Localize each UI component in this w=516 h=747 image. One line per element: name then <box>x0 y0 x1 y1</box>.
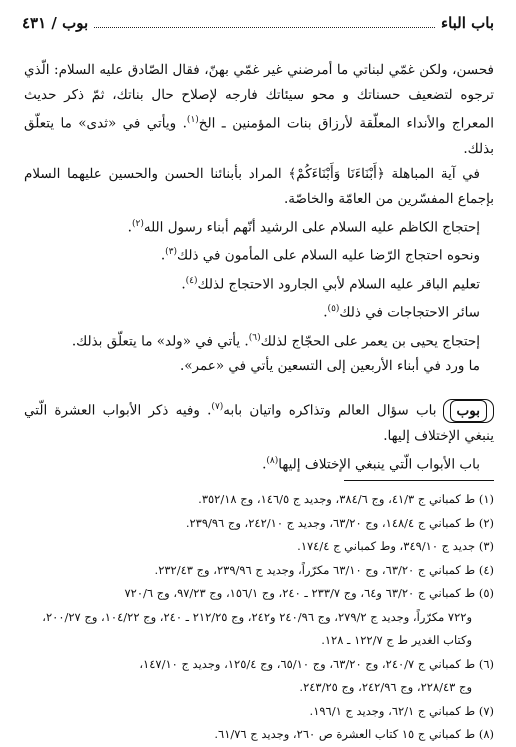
paragraph-1-text: فحسن، ولكن غمّي لبناتي ما أمرضني غير غمّي بهنّ، فقال الصّادق عليه السلام: الّذي ترجوه لتضعيف حسناتك و محو سيئاتك فارجه لإصلاح حال بناتك، ثمّ ذكر حديث المعراج والأنداء المعلّقة لأرزاق بنات المؤمنين ـ الخ <box>24 62 495 132</box>
footnote-ref-4: (٤) <box>185 275 198 286</box>
footnote-number: (٣) <box>478 539 494 553</box>
line-other-arguments: سائر الاحتجاجات في ذلك$^{(٥)}$. <box>323 304 480 321</box>
paragraph-1-tail: . ويأتي في «ثدى» ما يتعلّق بذلك. <box>24 115 494 157</box>
line-kazim-text: إحتجاج الكاظم عليه السلام على الرشيد أنّهم أبناء رسول الله <box>143 219 480 235</box>
footnote-7 <box>24 700 494 724</box>
paragraph-2: في آية المباهلة ﴿أَبْنَاءَنَا وَأَبْنَاءَكُمْ﴾ المراد بأبنائنا الحسن والحسين عليهما السلام بإجماع المفسّرين من العامّة والخاصّة. <box>24 165 494 207</box>
footnote-number: (٨) <box>478 727 494 741</box>
footnote-continuation: و٧٢٢ مكرّراً، وجديد ج ٢٧٩/٢، وج ٢٤٠/٩٦ و٢٤٢، وج ٢١٢/٢٥ ـ ٢٤٠، وج ١٠٤/٢٢، وج ٢٠٠/٢٧، وكتاب الغدير ط ج ١٢٢/٧ ـ ١٢٨. <box>42 609 472 647</box>
line-yahya-tail: . يأتي في «ولد» ما يتعلّق بذلك. <box>71 333 249 349</box>
bab-entry-badge <box>443 399 494 423</box>
footnote-text: ط كمباني ج ١٥ كتاب العشرة ص ٢٦٠، وجديد ج ٦١/٧٦. <box>214 727 476 741</box>
line-kazim: إحتجاج الكاظم عليه السلام على الرشيد أنّهم أبناء رسول الله$^{(٢)}$. <box>127 218 480 235</box>
paragraph-1 <box>24 58 494 162</box>
running-header <box>22 10 494 32</box>
header-leader-dots <box>94 27 435 28</box>
footnote-ref-5: (٥) <box>327 304 340 314</box>
footnote-number: (٦) <box>478 656 494 671</box>
bab-entry-label: بوب <box>450 400 487 422</box>
footnote-number: (٤) <box>478 562 494 577</box>
header-title: باب الباء <box>441 14 494 32</box>
footnote-8 <box>24 723 494 747</box>
footnote-separator <box>344 480 494 481</box>
bab-section-text: باب سؤال العالم وتذاكره واتيان بابه <box>223 402 437 419</box>
line-yahya <box>24 326 494 355</box>
footnote-text: ط كمباني ج ٦٢/١، وجديد ج ١٩٦/١. <box>309 703 476 718</box>
footnote-text: جديد ج ٣٤٩/١٠، وط كمباني ج ١٧٤/٤. <box>297 539 476 553</box>
line-forty-ninety: ما ورد في أبناء الأربعين إلى التسعين يأتي في «عمر». <box>179 358 480 374</box>
footnotes <box>24 488 494 747</box>
footnote-text: ط كمباني ج ٦٣/٢٠ و٦٤، وج ٢٣٣/٧ ـ ٢٤٠، وج ١٥٦/١، وج ٩٧/٢٣، وج ٧٢٠/٦ <box>124 586 476 600</box>
footnote-ref-1: (١) <box>186 115 199 125</box>
footnote-1 <box>24 488 494 512</box>
footnote-2 <box>24 512 494 536</box>
footnote-6 <box>24 653 494 700</box>
footnote-3 <box>24 535 494 559</box>
header-page-ref: بوب / ٤٣١ <box>22 14 89 32</box>
line-yahya-text: إحتجاج يحيى بن يعمر على الحجّاج لذلك <box>260 333 480 349</box>
bab-line-3-text: باب الأبواب الّتي ينبغي الإختلاف إليها <box>278 456 480 472</box>
footnote-number: (١) <box>478 492 494 506</box>
footnote-text: ط كمباني ج ٤١/٣، وج ٣٨٤/٦، وجديد ج ١٤٦/٥، وج ٣٥٢/١٨. <box>198 492 476 506</box>
footnote-4 <box>24 559 494 583</box>
line-rida-text: ونحوه احتجاج الرّضا عليه السلام على المأمون في ذلك <box>176 247 480 264</box>
footnote-continuation: وج ٢٢٨/٤٣، وج ٢٤٢/٩٦، وج ٢٤٣/٢٥. <box>299 680 472 694</box>
bab-section <box>24 395 494 449</box>
line-baqir: تعليم الباقر عليه السلام لأبي الجارود الاحتجاج لذلك$^{(٤)}$. <box>181 275 480 292</box>
line-other-arguments-text: سائر الاحتجاجات في ذلك <box>339 304 480 321</box>
footnote-ref-2: (٢) <box>131 218 144 229</box>
footnote-text: ط كمباني ج ٢٤٠/٧، وج ٦٣/٢٠، وج ٦٥/١٠، وج ١٢٥/٤، وجديد ج ١٤٧/١٠، <box>139 656 476 671</box>
footnote-text: ط كمباني ج ١٤٨/٤، وج ٦٣/٢٠، وجديد ج ٢٤٢/١٠، وج ٢٣٩/٩٦. <box>185 515 476 530</box>
footnote-ref-3: (٣) <box>165 247 177 257</box>
bab-section-text-2: . وفيه ذكر الأبواب العشرة الّتي ينبغي الإختلاف إليها. <box>24 402 494 444</box>
line-rida: ونحوه احتجاج الرّضا عليه السلام على المأمون في ذلك$^{(٣)}$. <box>160 247 480 264</box>
footnote-number: (٢) <box>478 515 494 530</box>
footnote-number: (٧) <box>478 703 494 718</box>
footnote-text: ط كمباني ج ٦٣/٢٠، وج ٦٣/١٠ مكرّراً، وجديد ج ٢٣٩/٩٦، وج ٢٣٢/٤٣. <box>154 562 476 577</box>
footnote-ref-8: (٨) <box>266 455 279 466</box>
section-gap <box>24 379 494 395</box>
footnote-ref-7: (٧) <box>211 402 224 412</box>
footnote-ref-6: (٦) <box>248 332 261 343</box>
main-text <box>24 58 494 477</box>
line-baqir-text: تعليم الباقر عليه السلام لأبي الجارود الاحتجاج لذلك <box>197 276 480 292</box>
footnote-number: (٥) <box>478 586 494 600</box>
bab-line-3: باب الأبواب الّتي ينبغي الإختلاف إليها$^{(٨)}$. <box>262 455 480 472</box>
footnote-5 <box>24 582 494 653</box>
